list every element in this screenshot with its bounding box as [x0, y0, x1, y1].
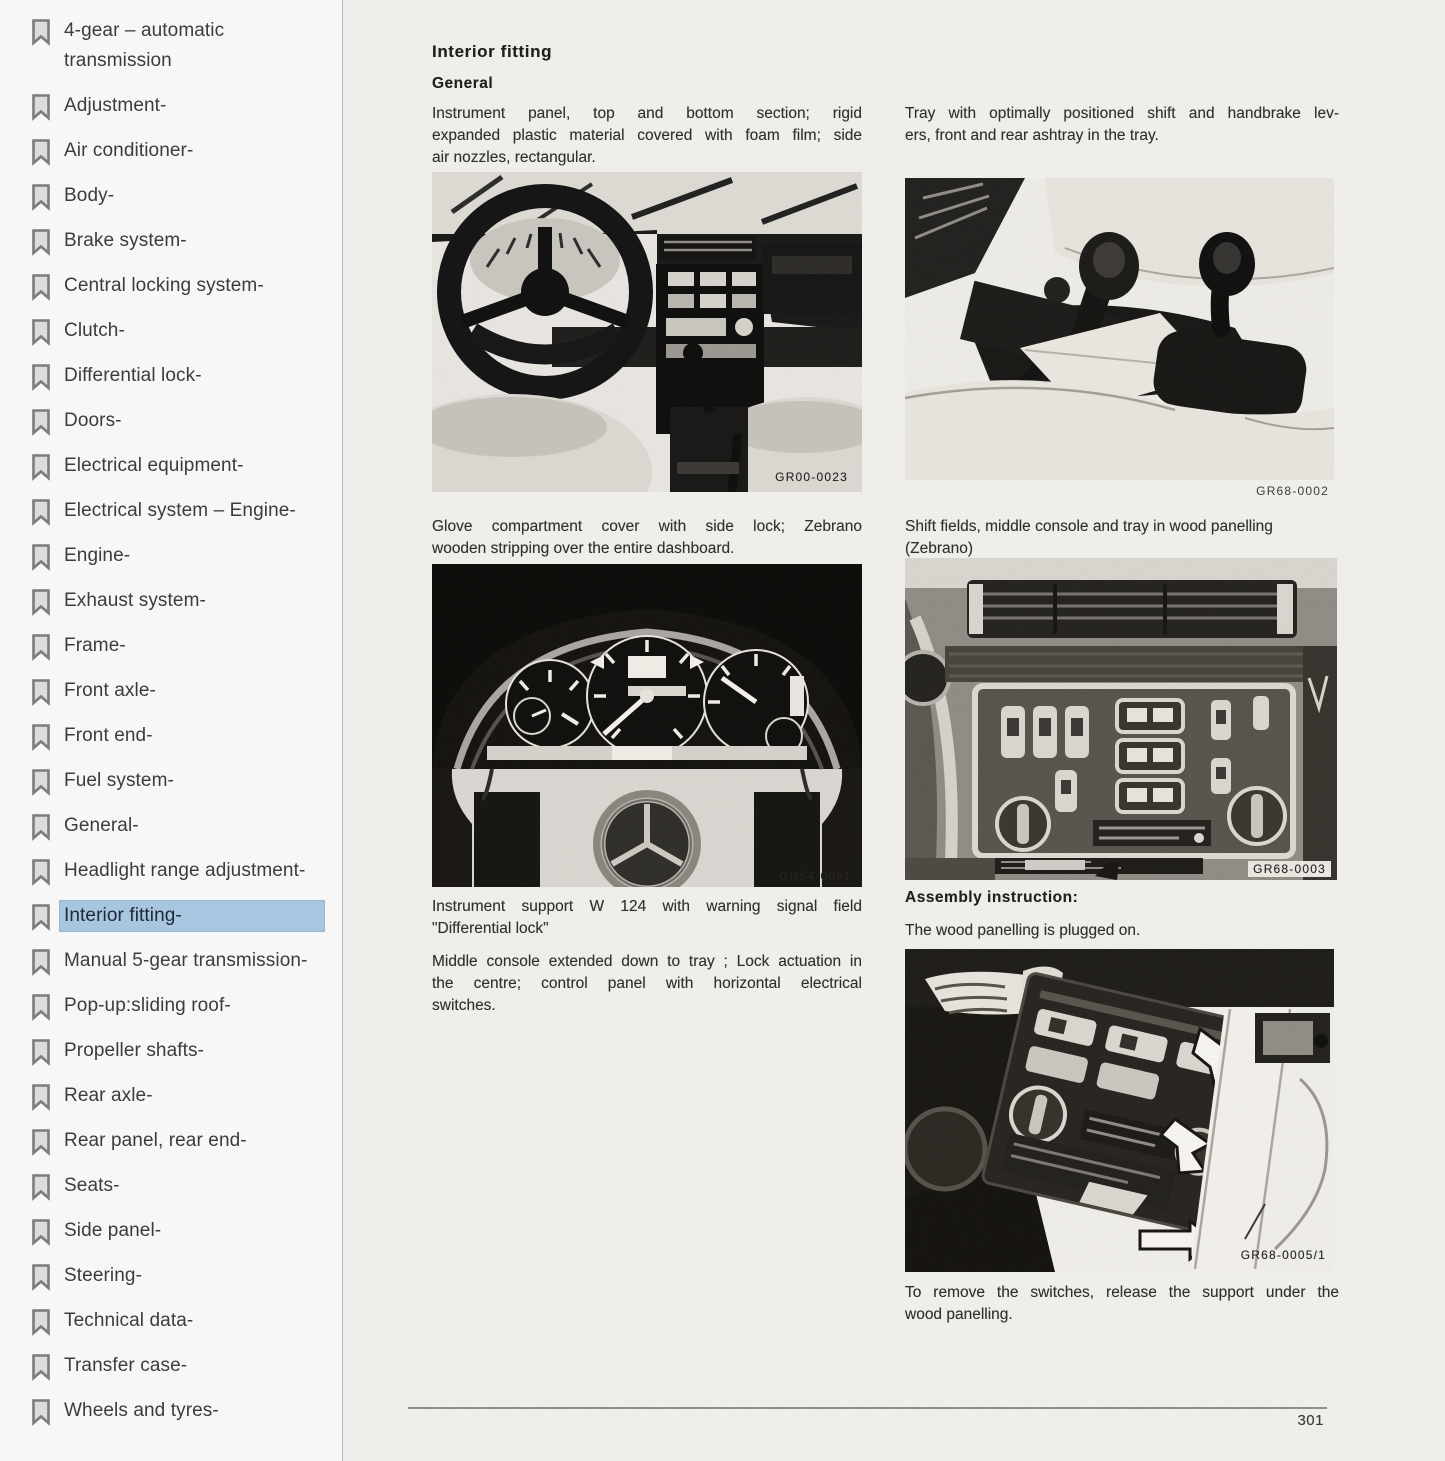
console-illustration: [905, 558, 1337, 880]
bookmark-label: Seats-: [64, 1175, 120, 1196]
caption-remove-switches: To remove the switches, release the support under the wood panelling.: [905, 1284, 1339, 1323]
figure-label: GR54-0051: [779, 869, 852, 883]
sidebar-item-rear-axle[interactable]: [30, 1081, 332, 1111]
bookmark-label: Steering-: [64, 1265, 142, 1286]
assembly-instruction-heading: Assembly instruction:: [905, 889, 1079, 906]
bookmark-label: Fuel system-: [64, 770, 174, 791]
figure-instrument-cluster-photo: [432, 564, 862, 887]
bookmark-label: Frame-: [64, 635, 126, 656]
bookmark-label: Headlight range adjustment-: [64, 860, 306, 881]
bookmark-label: Adjustment-: [64, 95, 167, 116]
paragraph-middle-console: Middle console extended down to tray ; Lock actuation in the centre; control panel with horizontal electrical switches.: [432, 953, 862, 1014]
sidebar-item-headlight-range-adjustment[interactable]: [30, 856, 332, 886]
footer-rule: [408, 1407, 1327, 1409]
figure-label: GR68-0003: [1248, 861, 1331, 877]
bookmark-icon: [30, 1353, 52, 1381]
bookmarks-sidebar: [0, 0, 343, 1461]
dashboard-illustration: [432, 172, 862, 492]
bookmark-label: Technical data-: [64, 1310, 194, 1331]
bookmark-label: Air conditioner-: [64, 140, 194, 161]
bookmark-label: 4-gear – automatic transmission: [64, 20, 225, 71]
sidebar-item-body[interactable]: [30, 181, 332, 211]
bookmark-label: Rear axle-: [64, 1085, 153, 1106]
figure-label: GR68-0005/1: [1240, 1248, 1326, 1262]
bookmark-label: Wheels and tyres-: [64, 1400, 219, 1421]
caption-glove-compartment: Glove compartment cover with side lock; Zebrano wooden stripping over the entire dashboard.: [432, 518, 862, 557]
bookmark-icon: [30, 318, 52, 346]
panel-removal-illustration: [905, 949, 1334, 1272]
bookmark-label: Side panel-: [64, 1220, 162, 1241]
sidebar-item-pop-up-sliding-roof[interactable]: [30, 991, 332, 1021]
bookmark-icon: [30, 903, 52, 931]
bookmark-icon: [30, 723, 52, 751]
figure-label: GR68-0002: [1256, 484, 1329, 498]
bookmark-label: Front axle-: [64, 680, 156, 701]
bookmark-label: General-: [64, 815, 139, 836]
instrument-cluster-illustration: [432, 564, 862, 887]
figure-dashboard-photo: [432, 172, 862, 492]
bookmark-icon: [30, 1218, 52, 1246]
bookmark-label: Interior fitting-: [60, 901, 324, 931]
bookmark-icon: [30, 93, 52, 121]
sidebar-item-differential-lock[interactable]: [30, 361, 332, 391]
intro-paragraph-right: Tray with optimally positioned shift and handbrake lev- ers, front and rear ashtray in the tray.: [905, 105, 1339, 144]
bookmark-label: Propeller shafts-: [64, 1040, 205, 1061]
bookmark-icon: [30, 678, 52, 706]
intro-paragraph-left: Instrument panel, top and bottom section; rigid expanded plastic material covered with foam film; side air nozzles, rectangular.: [432, 105, 862, 166]
bookmark-label: Central locking system-: [64, 275, 264, 296]
sidebar-item-electrical-equipment[interactable]: [30, 451, 332, 481]
bookmark-label: Engine-: [64, 545, 131, 566]
bookmark-label: Electrical equipment-: [64, 455, 244, 476]
bookmark-label: Manual 5-gear transmission-: [64, 950, 308, 971]
figure-tray-photo: [905, 178, 1334, 480]
caption-instrument-support: Instrument support W 124 with warning signal field "Differential lock": [432, 898, 862, 937]
figure-label: GR00-0023: [775, 470, 848, 484]
bookmark-icon: [30, 948, 52, 976]
sidebar-item-wheels-and-tyres[interactable]: [30, 1396, 332, 1426]
bookmark-icon: [30, 1083, 52, 1111]
sidebar-item-air-conditioner[interactable]: [30, 136, 332, 166]
figure-console-photo: [905, 558, 1337, 880]
sidebar-item-front-axle[interactable]: [30, 676, 332, 706]
bookmark-label: Body-: [64, 185, 115, 206]
sidebar-item-fuel-system[interactable]: [30, 766, 332, 796]
sidebar-item-frame[interactable]: [30, 631, 332, 661]
caption-shift-fields: Shift fields, middle console and tray in wood panelling (Zebrano): [905, 518, 1273, 557]
bookmark-icon: [30, 273, 52, 301]
bookmark-icon: [30, 18, 52, 46]
sidebar-item-manual-5-gear-transmission[interactable]: [30, 946, 332, 976]
page-title: Interior fitting: [432, 42, 553, 61]
assembly-instruction-text: The wood panelling is plugged on.: [905, 922, 1141, 939]
sidebar-item-front-end[interactable]: [30, 721, 332, 751]
bookmark-icon: [30, 1173, 52, 1201]
figure-panel-removal-photo: [905, 949, 1334, 1272]
bookmark-icon: [30, 138, 52, 166]
sidebar-item-propeller-shafts[interactable]: [30, 1036, 332, 1066]
sidebar-item-engine[interactable]: [30, 541, 332, 571]
bookmark-label: Differential lock-: [64, 365, 202, 386]
tray-illustration: [905, 178, 1334, 480]
bookmark-icon: [30, 768, 52, 796]
sidebar-item-electrical-system-engine[interactable]: [30, 496, 332, 526]
bookmark-label: Clutch-: [64, 320, 125, 341]
sidebar-item-central-locking-system[interactable]: [30, 271, 332, 301]
bookmark-label: Pop-up:sliding roof-: [64, 995, 231, 1016]
bookmark-icon: [30, 1398, 52, 1426]
bookmark-list: [30, 16, 332, 1426]
bookmark-icon: [30, 1128, 52, 1156]
bookmark-icon: [30, 543, 52, 571]
bookmark-icon: [30, 228, 52, 256]
bookmark-label: Doors-: [64, 410, 122, 431]
sidebar-item-adjustment[interactable]: [30, 91, 332, 121]
bookmark-icon: [30, 858, 52, 886]
bookmark-label: Front end-: [64, 725, 153, 746]
bookmark-label: Brake system-: [64, 230, 187, 251]
sidebar-item-steering[interactable]: [30, 1261, 332, 1291]
sidebar-item-transfer-case[interactable]: [30, 1351, 332, 1381]
sidebar-item-side-panel[interactable]: [30, 1216, 332, 1246]
bookmark-icon: [30, 498, 52, 526]
bookmark-icon: [30, 1308, 52, 1336]
section-heading: General: [432, 75, 494, 92]
sidebar-item-interior-fitting[interactable]: [30, 901, 332, 931]
sidebar-item-clutch[interactable]: [30, 316, 332, 346]
bookmark-icon: [30, 633, 52, 661]
bookmark-label: Rear panel, rear end-: [64, 1130, 247, 1151]
sidebar-item-general[interactable]: [30, 811, 332, 841]
sidebar-item-doors[interactable]: [30, 406, 332, 436]
bookmark-label: Transfer case-: [64, 1355, 188, 1376]
bookmark-icon: [30, 453, 52, 481]
sidebar-item-seats[interactable]: [30, 1171, 332, 1201]
bookmark-icon: [30, 588, 52, 616]
sidebar-item-exhaust-system[interactable]: [30, 586, 332, 616]
document-page: [344, 0, 1445, 1461]
page-number: 301: [1297, 1412, 1324, 1429]
sidebar-item-rear-panel-rear-end[interactable]: [30, 1126, 332, 1156]
bookmark-icon: [30, 363, 52, 391]
sidebar-item-brake-system[interactable]: [30, 226, 332, 256]
bookmark-icon: [30, 1263, 52, 1291]
bookmark-icon: [30, 1038, 52, 1066]
sidebar-item-4-gear-automatic-transmission[interactable]: [30, 16, 332, 76]
bookmark-label: Electrical system – Engine-: [64, 500, 296, 521]
sidebar-item-technical-data[interactable]: [30, 1306, 332, 1336]
bookmark-icon: [30, 408, 52, 436]
bookmark-icon: [30, 993, 52, 1021]
bookmark-icon: [30, 183, 52, 211]
bookmark-icon: [30, 813, 52, 841]
bookmark-label: Exhaust system-: [64, 590, 206, 611]
